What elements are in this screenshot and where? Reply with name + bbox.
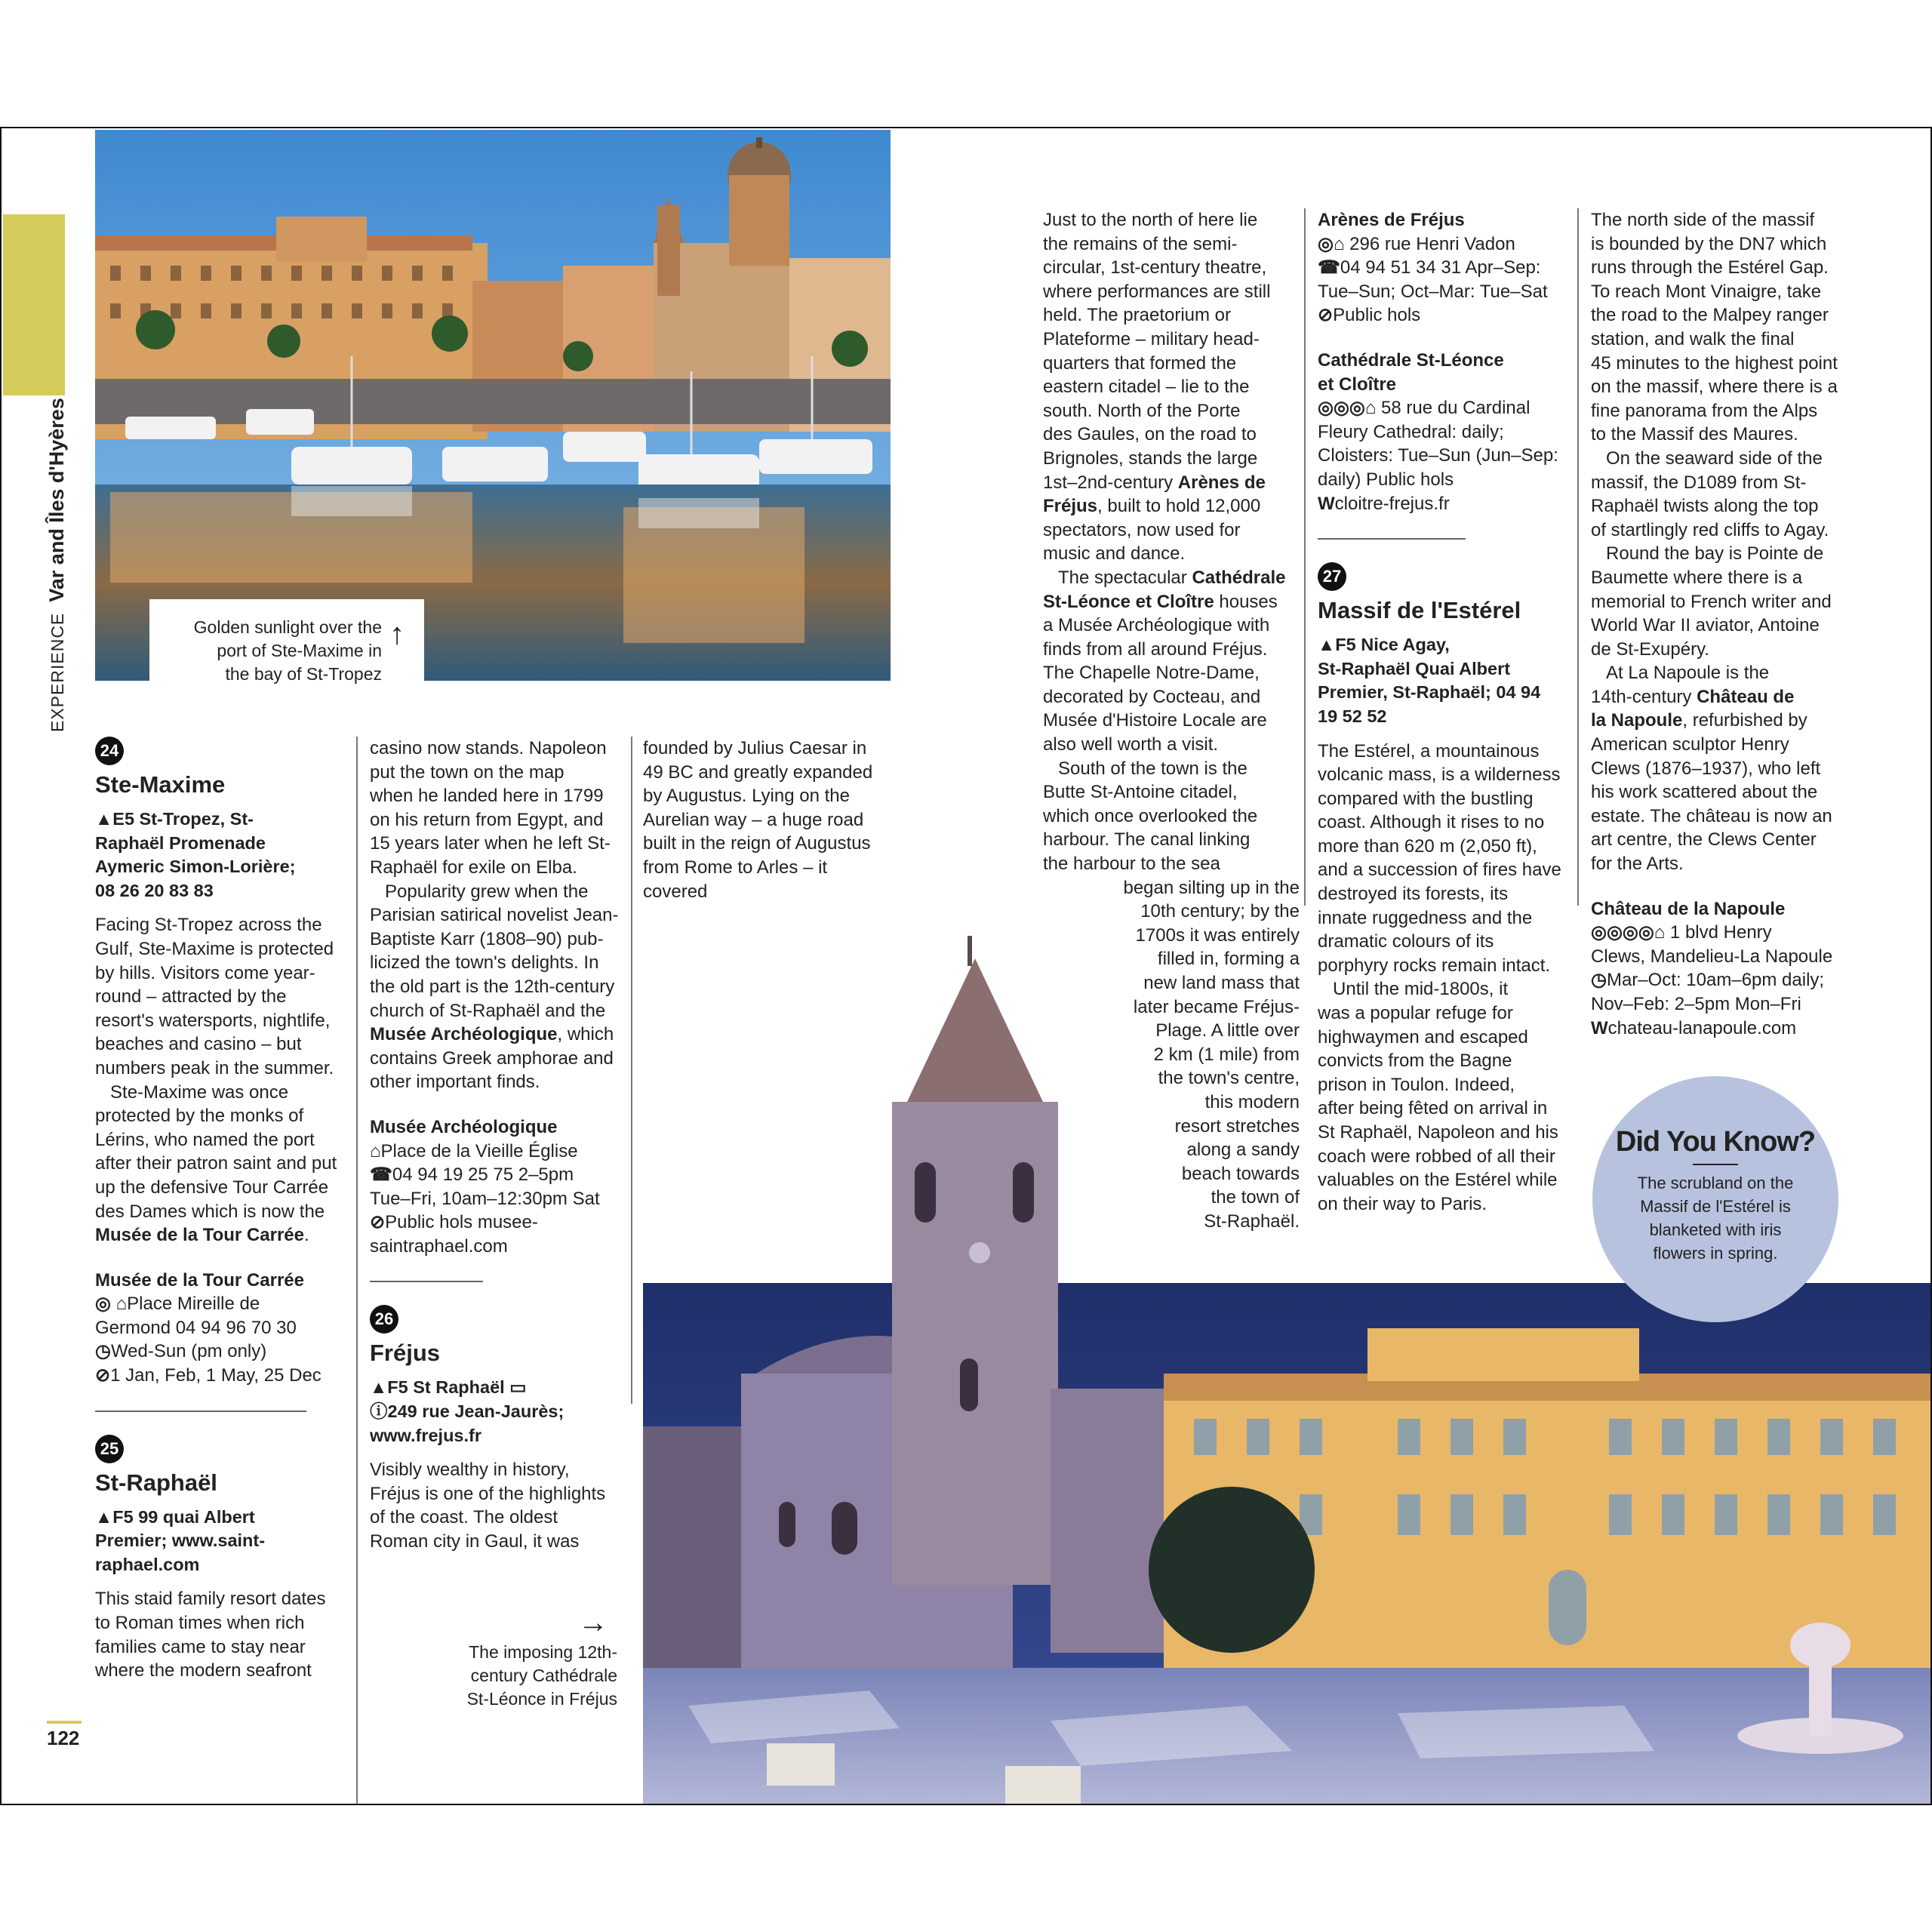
accessible-icon: ◎: [1318, 233, 1334, 254]
clock-icon: ◷: [1591, 970, 1607, 991]
paragraph: The north side of the massif is bounded by the DN7 which runs through the Estérel Gap. To reach Mont Vinaigre, take the road to the Malpey ranger station, and walk the final 45 minutes to the highest point on the massif, where there is a fine panorama from the Alps to the Massif des Maures.: [1591, 210, 1838, 445]
listing-title: Musée de la Tour Carrée: [95, 1269, 304, 1291]
listing-details: ⌂Place de la Vieille Église ☎04 94 19 25 75 2–5pm Tue–Fri, 10am–12:30pm Sat ⊘Public hols musee- saintraphael.com: [370, 1140, 600, 1257]
map-icon: ▲: [370, 1377, 388, 1398]
column-6: [1591, 208, 1847, 1040]
paragraph: At La Napoule is the 14th-century Château de la Napoule, refurbished by American sculptor Henry Clews (1876–1937), who left his work scattered about the estate. The château is now an art centre, the Clews Center for the Arts.: [1591, 663, 1832, 875]
paragraph: Until the mid-1800s, it was a popular refuge for highwaymen and escaped convicts from the Bagne prison in Toulon. Indeed, after being fêted on arrival in St Raphaël, Napoleon and his coach were robbed of all their valuables on the Estérel while on their way to Paris.: [1318, 979, 1558, 1214]
paragraph: casino now stands. Napoleon put the town on the map when he landed here in 1799 on his return from Egypt, and 15 years later when he left St- Raphaël for exile on Elba.: [370, 738, 611, 878]
arrow-right-icon: →: [578, 1606, 608, 1639]
entry-number-badge: 24: [95, 737, 124, 765]
listing-details: ◎◎◎⌂ 58 rue du Cardinal Fleury Cathedral: daily; Cloisters: Tue–Sun (Jun–Sep: daily) Public hols Wcloitre-frejus.fr: [1318, 396, 1574, 515]
caption-line: Golden sunlight over the: [193, 617, 382, 637]
paragraph: The spectacular Cathédrale St-Léonce et Cloître houses a Musée Archéologique with finds from all around Fréjus. The Chapelle Notre-Dame, decorated by Cocteau, and Musée d'Histoire Locale are also well worth a visit.: [1043, 567, 1286, 755]
bottom-photo-caption: The imposing 12th- century Cathédrale St-Léonce in Fréjus: [424, 1641, 617, 1711]
top-photo-caption: [149, 599, 424, 682]
did-you-know-text: The scrubland on the Massif de l'Estérel is blanketed with iris flowers in spring.: [1637, 1174, 1794, 1263]
separator: [1318, 538, 1466, 540]
column-rule: [631, 737, 632, 1404]
page-number-accent: [47, 1721, 82, 1724]
harbour-photo: [95, 130, 891, 681]
column-rule: [1577, 208, 1579, 906]
section-label: EXPERIENCE: [48, 612, 67, 732]
paragraph: On the seaward side of the massif, the D1089 from St- Raphaël twists along the top of startlingly red cliffs to Agay.: [1591, 448, 1829, 540]
paragraph: Facing St-Tropez across the Gulf, Ste-Maxime is protected by hills. Visitors come year- round – attracted by the resort's watersports, nightlife, beaches and casino – but numbers peak in the summer.: [95, 915, 334, 1078]
clock-icon: ◷: [95, 1341, 111, 1362]
listing-title: Musée Archéologique: [370, 1116, 558, 1137]
entry-info: ▲F5 St Raphaël ▭ ⓘ249 rue Jean-Jaurès; www.frejus.fr: [370, 1377, 565, 1445]
listing-details: ◎⌂ 296 rue Henri Vadon ☎04 94 51 34 31 Apr–Sep: Tue–Sun; Oct–Mar: Tue–Sat ⊘Public hols: [1318, 232, 1574, 328]
address-icon: ⌂: [370, 1140, 381, 1161]
caption-line: port of Ste-Maxime in: [217, 641, 382, 660]
paragraph: Round the bay is Pointe de Baumette where there is a memorial to French writer and World War II aviator, Antoine de St-Exupéry.: [1591, 543, 1832, 660]
did-you-know-bubble: [1592, 1076, 1838, 1322]
website-icon: W: [1591, 1017, 1608, 1038]
arrow-up-icon: ↑: [389, 617, 405, 651]
column-rule: [356, 737, 358, 1805]
did-you-know-rule: [1693, 1164, 1738, 1165]
phone-icon: ☎: [370, 1164, 392, 1186]
closed-icon: ⊘: [95, 1365, 111, 1386]
address-icon: ⌂: [115, 1294, 128, 1315]
guidebook-page: [0, 127, 1932, 1805]
separator: [370, 1281, 483, 1282]
address-icon: ⌂: [1333, 233, 1345, 254]
accessible-icon: ◎: [95, 1294, 111, 1315]
paragraph: Just to the north of here lie the remains of the semi- circular, 1st-century theatre, where performances are still held. The praetorium or Plateforme – military head- quarters that formed the eastern citadel – lie to the south. North of the Porte des Gaules, on the road to Brignoles, stands the large 1st–2nd-century Arènes de Fréjus, built to hold 12,000 spectators, now used for music and dance.: [1043, 210, 1271, 565]
entry-info: ▲F5 99 quai Albert Premier; www.saint- raphael.com: [95, 1506, 266, 1574]
map-icon: ▲: [1318, 635, 1336, 655]
paragraph: South of the town is the Butte St-Antoine citadel, which once overlooked the harbour. The canal linking the harbour to the sea began silting up in the 10th century; by the 1700s it was entirely filled in, forming a new land mass that later became Fréjus- Plage. A little over 2 km (1 mile) from the town's centre, this modern resort stretches along a sandy beach towards the town of St-Raphaël.: [1043, 758, 1300, 1232]
page-number: 122: [47, 1727, 80, 1749]
separator: [95, 1411, 306, 1412]
info-icon: ⓘ: [370, 1401, 388, 1422]
column-4: [1043, 208, 1300, 1234]
closed-icon: ⊘: [1318, 305, 1334, 326]
entry-number-badge: 26: [370, 1305, 398, 1334]
accessible-icon: ◎◎◎◎: [1591, 922, 1654, 943]
bus-icon: ▭: [509, 1377, 527, 1398]
phone-icon: ☎: [1318, 257, 1340, 278]
column-2: [370, 737, 619, 1554]
column-5: [1318, 208, 1574, 1216]
listing-title: Cathédrale St-Léonce et Cloître: [1318, 349, 1504, 395]
did-you-know-title: Did You Know?: [1615, 1126, 1816, 1158]
paragraph: Popularity grew when the Parisian satirical novelist Jean- Baptiste Karr (1808–90) pub- licized the town's delights. In the old part is the 12th-century church of St-Raphaël and the Musée Archéologique, which contains Greek amphorae and other important finds.: [370, 881, 619, 1093]
website-icon: W: [1318, 493, 1335, 514]
paragraph: Ste-Maxime was once protected by the monks of Lérins, who named the port after their patron saint and put up the defensive Tour Carrée des Dames which is now the Musée de la Tour Carrée.: [95, 1081, 337, 1246]
listing-details: ◎ ⌂Place Mireille de Germond 04 94 96 70 30 ◷Wed-Sun (pm only) ⊘1 Jan, Feb, 1 May, 25 Dec: [95, 1292, 344, 1387]
paragraph: founded by Julius Caesar in 49 BC and greatly expanded by Augustus. Lying on the Aurelian way – a huge road built in the reign of Augustus from Rome to Arles – it covered: [643, 738, 873, 902]
paragraph: This staid family resort dates to Roman times when rich families came to stay near where the modern seafront: [95, 1589, 326, 1681]
entry-title: Massif de l'Estérel: [1318, 597, 1521, 624]
entry-title: Ste-Maxime: [95, 771, 226, 798]
entry-info: ▲E5 St-Tropez, St- Raphaël Promenade Aymeric Simon-Lorière; 08 26 20 83 83: [95, 809, 296, 900]
listing-title: Château de la Napoule: [1591, 898, 1786, 919]
listing-title: Arènes de Fréjus: [1318, 210, 1465, 230]
entry-title: St-Raphaël: [95, 1469, 217, 1496]
accessible-icon: ◎◎◎: [1318, 398, 1365, 419]
entry-title: Fréjus: [370, 1340, 441, 1367]
map-icon: ▲: [95, 1506, 113, 1527]
paragraph: Visibly wealthy in history, Fréjus is one of the highlights of the coast. The oldest Roman city in Gaul, it was: [370, 1460, 606, 1552]
section-accent-tab: [3, 214, 65, 395]
address-icon: ⌂: [1364, 398, 1377, 419]
closed-icon: ⊘: [370, 1212, 386, 1233]
column-rule: [1304, 208, 1306, 906]
column-1: [95, 737, 344, 1683]
map-icon: ▲: [95, 809, 113, 829]
address-icon: ⌂: [1654, 922, 1666, 943]
caption-line: the bay of St-Tropez: [225, 664, 382, 684]
listing-details: ◎◎◎◎⌂ 1 blvd Henry Clews, Mandelieu-La Napoule ◷Mar–Oct: 10am–6pm daily; Nov–Feb: 2–5pm Mon–Fri Wchateau-lanapoule.com: [1591, 921, 1847, 1040]
entry-number-badge: 27: [1318, 562, 1346, 591]
entry-number-badge: 25: [95, 1435, 124, 1463]
section-title: Var and Îles d'Hyères: [45, 398, 68, 602]
paragraph: The Estérel, a mountainous volcanic mass, is a wilderness compared with the bustling coast. Although it rises to no more than 620 m (2,050 ft), and a succession of fires have destroyed its forests, its innate ruggedness and the dramatic colours of its porphyry rocks remain intact.: [1318, 740, 1561, 976]
entry-info: ▲F5 Nice Agay, St-Raphaël Quai Albert Premier, St-Raphaël; 04 94 19 52 52: [1318, 635, 1541, 726]
